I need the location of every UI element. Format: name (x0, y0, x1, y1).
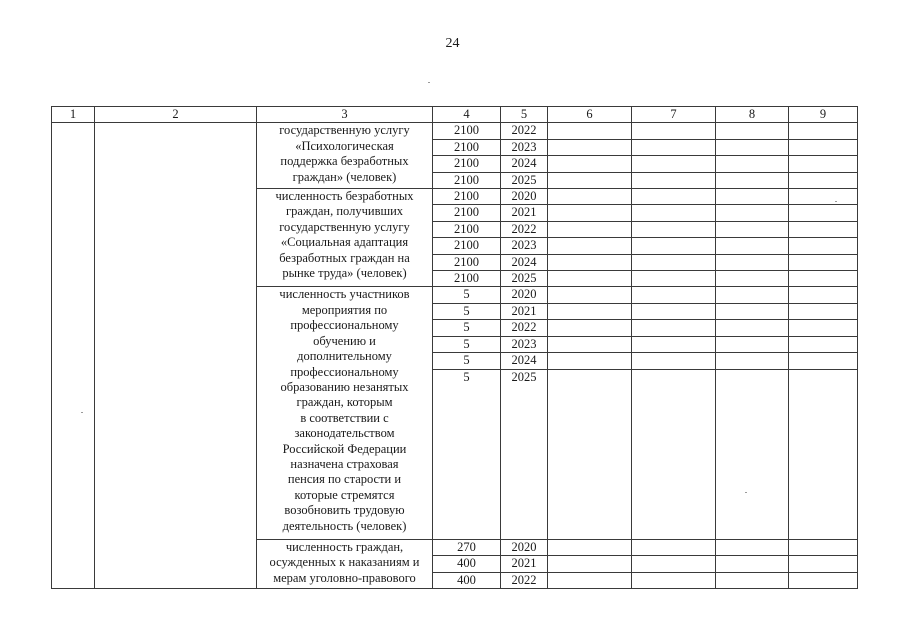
col6-cell (548, 139, 632, 155)
description-line: мероприятия по (301, 302, 388, 317)
value-cell: 5 (433, 303, 501, 319)
table-body (52, 123, 858, 589)
year-cell: 2024 (501, 254, 548, 270)
col7-cell (632, 238, 716, 254)
col1-cell (52, 123, 95, 589)
col8-cell (716, 271, 789, 287)
col6-cell (548, 172, 632, 188)
col9-cell (789, 303, 858, 319)
year-cell: 2020 (501, 539, 548, 555)
column-header-2: 2 (95, 107, 257, 123)
value-cell: 2100 (433, 205, 501, 221)
value-cell: 400 (433, 556, 501, 572)
col7-cell (632, 556, 716, 572)
col9-cell (789, 320, 858, 336)
year-cell: 2020 (501, 287, 548, 303)
indicator-description (257, 123, 433, 189)
description-line: безработных граждан на (279, 250, 410, 265)
col9-cell (789, 254, 858, 270)
indicator-description (257, 539, 433, 588)
column-header-6: 6 (548, 107, 632, 123)
header-row (52, 107, 858, 123)
col6-cell (548, 572, 632, 588)
description-line: деятельность (человек) (282, 518, 407, 533)
value-cell: 2100 (433, 238, 501, 254)
col8-cell (716, 238, 789, 254)
column-header-5: 5 (501, 107, 548, 123)
year-cell: 2024 (501, 353, 548, 369)
description-line: государственную услугу (279, 219, 410, 234)
year-cell: 2021 (501, 556, 548, 572)
col9-cell (789, 156, 858, 172)
col8-cell (716, 539, 789, 555)
description-line: численность безработных (275, 189, 414, 204)
value-cell: 2100 (433, 172, 501, 188)
value-cell: 5 (433, 369, 501, 539)
col7-cell (632, 572, 716, 588)
description-line: в соответствии с (300, 410, 389, 425)
description-line: «Социальная адаптация (280, 235, 409, 250)
description-line: мерам уголовно-правового (273, 570, 416, 585)
value-cell: 270 (433, 539, 501, 555)
scan-speck (428, 82, 430, 83)
description-line: законодательством (294, 426, 395, 441)
year-cell: 2025 (501, 172, 548, 188)
description-line: назначена страховая (290, 456, 399, 471)
description-line: Российской Федерации (282, 441, 407, 456)
year-cell: 2022 (501, 221, 548, 237)
col6-cell (548, 353, 632, 369)
year-cell: 2022 (501, 123, 548, 139)
col9-cell (789, 369, 858, 539)
col8-cell (716, 156, 789, 172)
col8-cell (716, 303, 789, 319)
description-line: численность граждан, (285, 539, 404, 554)
value-cell: 2100 (433, 123, 501, 139)
col8-cell (716, 572, 789, 588)
col8-cell (716, 287, 789, 303)
value-cell: 2100 (433, 189, 501, 205)
year-cell: 2021 (501, 205, 548, 221)
year-cell: 2025 (501, 271, 548, 287)
year-cell: 2025 (501, 369, 548, 539)
col9-cell (789, 572, 858, 588)
description-line: граждан, которым (296, 395, 393, 410)
col6-cell (548, 287, 632, 303)
description-line: осужденных к наказаниям и (269, 555, 420, 570)
col6-cell (548, 205, 632, 221)
description-line: профессиональному (290, 364, 399, 379)
year-cell: 2020 (501, 189, 548, 205)
description-line: которые стремятся (294, 487, 395, 502)
value-cell: 5 (433, 320, 501, 336)
value-cell: 5 (433, 353, 501, 369)
col6-cell (548, 320, 632, 336)
col8-cell (716, 205, 789, 221)
col9-cell (789, 287, 858, 303)
col6-cell (548, 336, 632, 352)
col7-cell (632, 172, 716, 188)
col9-cell (789, 539, 858, 555)
value-cell: 2100 (433, 221, 501, 237)
year-cell: 2023 (501, 238, 548, 254)
col7-cell (632, 205, 716, 221)
col6-cell (548, 539, 632, 555)
description-line: образованию незанятых (280, 379, 409, 394)
year-cell: 2022 (501, 320, 548, 336)
col9-cell (789, 353, 858, 369)
col7-cell (632, 353, 716, 369)
col7-cell (632, 303, 716, 319)
description-line: граждан» (человек) (292, 169, 397, 184)
value-cell: 2100 (433, 254, 501, 270)
col7-cell (632, 254, 716, 270)
col9-cell (789, 556, 858, 572)
col9-cell (789, 221, 858, 237)
column-header-1: 1 (52, 107, 95, 123)
col7-cell (632, 139, 716, 155)
description-line: пенсия по старости и (287, 472, 402, 487)
value-cell: 5 (433, 287, 501, 303)
col6-cell (548, 189, 632, 205)
description-line: профессиональному (290, 318, 399, 333)
year-cell: 2022 (501, 572, 548, 588)
column-header-3: 3 (257, 107, 433, 123)
col7-cell (632, 156, 716, 172)
col6-cell (548, 221, 632, 237)
column-header-9: 9 (789, 107, 858, 123)
col6-cell (548, 123, 632, 139)
col7-cell (632, 189, 716, 205)
col9-cell (789, 189, 858, 205)
year-cell: 2023 (501, 139, 548, 155)
col7-cell (632, 320, 716, 336)
col8-cell (716, 254, 789, 270)
col7-cell (632, 221, 716, 237)
year-cell: 2024 (501, 156, 548, 172)
col6-cell (548, 303, 632, 319)
description-line: возобновить трудовую (284, 503, 405, 518)
col9-cell (789, 205, 858, 221)
description-line: «Психологическая (295, 138, 394, 153)
col8-cell (716, 139, 789, 155)
indicator-description (257, 287, 433, 539)
col6-cell (548, 254, 632, 270)
page-number: 24 (445, 36, 460, 51)
col6-cell (548, 271, 632, 287)
description-line: граждан, получивших (285, 204, 404, 219)
col6-cell (548, 369, 632, 539)
col6-cell (548, 238, 632, 254)
description-line: поддержка безработных (280, 154, 409, 169)
value-cell: 5 (433, 336, 501, 352)
value-cell: 2100 (433, 156, 501, 172)
description-line: численность участников (279, 287, 410, 302)
indicator-description (257, 189, 433, 287)
column-header-7: 7 (632, 107, 716, 123)
col8-cell (716, 320, 789, 336)
col8-cell (716, 172, 789, 188)
col7-cell (632, 336, 716, 352)
value-cell: 400 (433, 572, 501, 588)
column-header-8: 8 (716, 107, 789, 123)
col9-cell (789, 172, 858, 188)
description-line: обучению и (313, 333, 376, 348)
col8-cell (716, 221, 789, 237)
col7-cell (632, 123, 716, 139)
col7-cell (632, 271, 716, 287)
indicators-table (51, 106, 858, 589)
description-line: дополнительному (297, 349, 392, 364)
col8-cell (716, 336, 789, 352)
description-line: государственную услугу (279, 123, 410, 138)
col2-cell (95, 123, 257, 589)
year-cell: 2023 (501, 336, 548, 352)
col9-cell (789, 123, 858, 139)
description-line: рынке труда» (человек) (282, 266, 407, 281)
year-cell: 2021 (501, 303, 548, 319)
col7-cell (632, 369, 716, 539)
col9-cell (789, 139, 858, 155)
value-cell: 2100 (433, 139, 501, 155)
col9-cell (789, 238, 858, 254)
col9-cell (789, 336, 858, 352)
col8-cell (716, 556, 789, 572)
column-header-4: 4 (433, 107, 501, 123)
col9-cell (789, 271, 858, 287)
col8-cell (716, 353, 789, 369)
col7-cell (632, 287, 716, 303)
col8-cell (716, 189, 789, 205)
value-cell: 2100 (433, 271, 501, 287)
col8-cell (716, 369, 789, 539)
col6-cell (548, 156, 632, 172)
col6-cell (548, 556, 632, 572)
col8-cell (716, 123, 789, 139)
table-row (52, 123, 858, 139)
col7-cell (632, 539, 716, 555)
